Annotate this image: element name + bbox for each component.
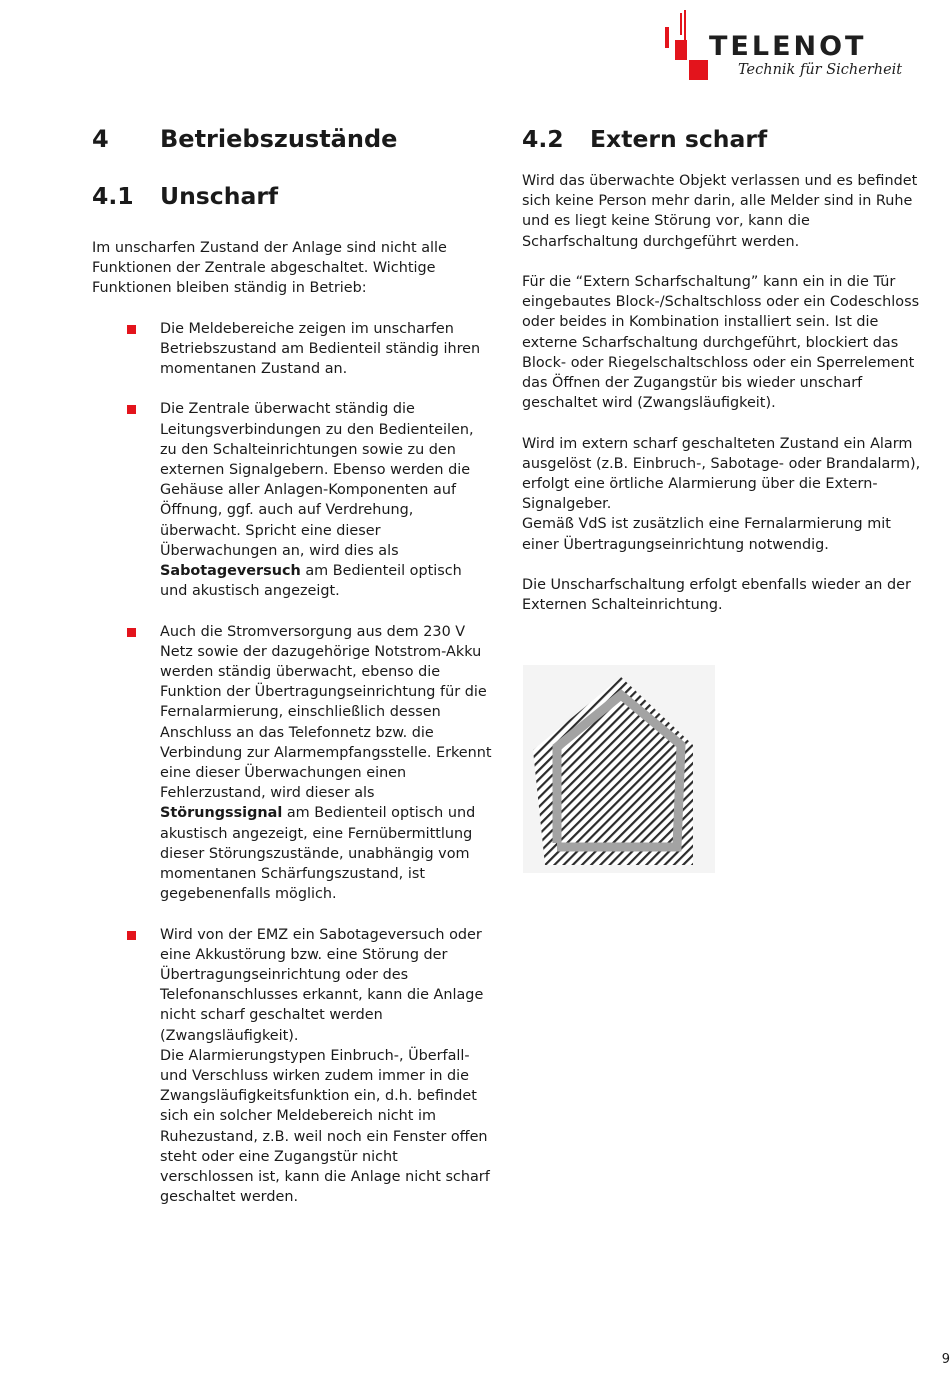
chapter-number: 4 — [92, 125, 109, 153]
list-item-text: Die Zentrale überwacht ständig die Leitungsverbindungen zu den Bedienteilen, zu den Schalteinrichtungen sowie zu den externen Signalgebern. Ebenso werden die Gehäuse aller Anlagen-Komponenten auf Öffnung, ggf. auch auf Verdrehung, überwacht. Spricht eine dieser Überwachungen an, wird dies als — [160, 401, 474, 559]
list-item — [92, 399, 492, 601]
list-item-text: Auch die Stromversorgung aus dem 230 V Netz sowie der dazugehörige Notstrom-Akku werden ständig überwacht, ebenso die Funktion der Übertragungseinrichtung für die Fernalarmierung, einschließlich dessen Anschluss an das Telefonnetz bzw. die Verbindung zur Alarmempfangsstelle. Erkennt eine dieser Überwachungen einen Fehlerzustand, wird dieser als — [160, 623, 492, 802]
bullet-square-icon — [127, 931, 136, 940]
section-heading-unscharf — [92, 181, 492, 211]
paragraph: Für die “Extern Scharfschaltung” kann ein in die Tür eingebautes Block-/Schaltschloss oder ein Codeschloss oder beides in Kombination installiert sein. Ist die externe Scharfschaltung durchgeführt, blockiert das Block- oder Riegelschaltschloss oder ein Sperrelement das Öffnen der Zugangstür bis wieder unscharf geschaltet wird (Zwangsläufigkeit). — [522, 274, 920, 412]
brand-name: TELENOT — [709, 31, 867, 62]
section-number: 4.1 — [92, 182, 134, 210]
page-number: 9 — [941, 1352, 950, 1367]
left-column — [92, 124, 492, 1228]
section-title: Extern scharf — [590, 125, 768, 153]
list-item-text: am Bedienteil optisch und akustisch angezeigt. — [160, 563, 462, 600]
bullet-square-icon — [127, 628, 136, 637]
list-item-text: Wird von der EMZ ein Sabotageversuch oder eine Akkustörung bzw. eine Störung der Übertragungseinrichtung oder des Telefonanschlusses erkannt, kann die Anlage nicht scharf geschaltet werden (Zwangsläufigkeit). — [160, 926, 484, 1044]
paragraph: Wird im extern scharf geschalteten Zustand ein Alarm ausgelöst (z.B. Einbruch-, Sabotage- oder Brandalarm), erfolgt eine örtliche Alarmierung über die Extern-Signalgeber. — [522, 435, 921, 513]
list-item-text: am Bedienteil optisch und akustisch angezeigt, eine Fernübermittlung dieser Störungszustände, unabhängig vom momentanen Schärfungszustand, ist gegebenenfalls möglich. — [160, 805, 476, 903]
list-item — [92, 319, 492, 380]
paragraph: Wird das überwachte Objekt verlassen und es befindet sich keine Person mehr darin, alle Melder sind in Ruhe und es liegt keine Störung vor, kann die Scharfschaltung durchgeführt werden. — [522, 173, 918, 250]
telenot-logo-mark-icon — [660, 10, 710, 82]
right-column — [522, 124, 922, 615]
brand-tagline: Technik für Sicherheit — [738, 62, 903, 78]
chapter-title: Betriebszustände — [160, 125, 398, 153]
paragraph: Die Unscharfschaltung erfolgt ebenfalls wieder an der Externen Schalteinrichtung. — [522, 577, 911, 614]
intro-paragraph: Im unscharfen Zustand der Anlage sind nicht alle Funktionen der Zentrale abgeschaltet. Wichtige Funktionen bleiben ständig in Betrieb: — [92, 240, 447, 297]
section-title: Unscharf — [160, 182, 279, 210]
list-item-bold: Störungssignal — [160, 805, 283, 822]
list-item-bold: Sabotageversuch — [160, 563, 301, 580]
bullet-list — [92, 319, 492, 1208]
list-item — [92, 622, 492, 905]
list-item — [92, 925, 492, 1208]
paragraph: Gemäß VdS ist zusätzlich eine Fernalarmierung mit einer Übertragungseinrichtung notwendig. — [522, 516, 891, 553]
house-armed-icon — [523, 665, 715, 873]
bullet-square-icon — [127, 325, 136, 334]
list-item-text: Die Meldebereiche zeigen im unscharfen Betriebszustand am Bedienteil ständig ihren momentanen Zustand an. — [160, 320, 481, 378]
list-item-text-continued: Die Alarmierungstypen Einbruch-, Überfall- und Verschluss wirken zudem immer in die Zwangsläufigkeitsfunktion ein, d.h. befindet sich ein solcher Meldebereich nicht im Ruhezustand, z.B. weil noch ein Fenster offen steht oder eine Zugangstür nicht verschlossen ist, kann die Anlage nicht scharf geschaltet werden. — [160, 1047, 490, 1206]
section-number: 4.2 — [522, 125, 564, 153]
bullet-square-icon — [127, 405, 136, 414]
chapter-heading — [92, 124, 492, 154]
telenot-logo — [660, 10, 910, 82]
section-heading-extern-scharf — [522, 124, 922, 154]
